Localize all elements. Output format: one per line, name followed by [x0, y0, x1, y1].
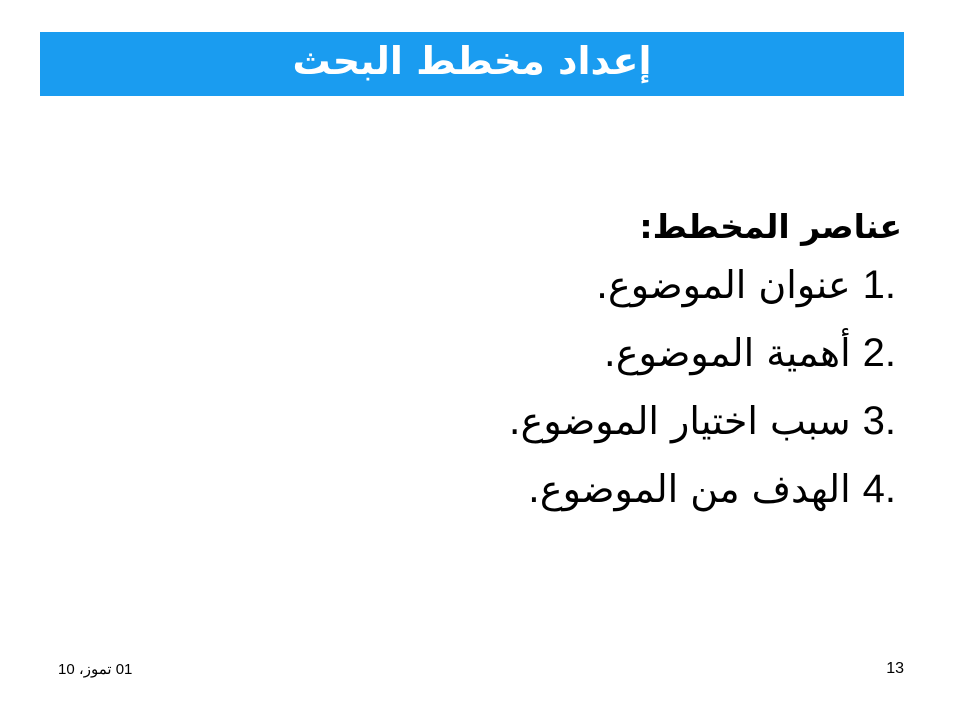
slide-content — [342, 207, 902, 537]
outline-heading: عناصر المخطط: — [639, 207, 902, 246]
item-text: أهمية الموضوع. — [603, 331, 851, 375]
footer-date: 01 تموز، 10 — [58, 661, 133, 678]
page-number: 13 — [886, 660, 904, 677]
item-number: 3. — [862, 399, 896, 443]
list-item — [342, 401, 902, 469]
item-number: 2. — [862, 331, 896, 375]
list-item — [342, 469, 902, 537]
slide-title: إعداد مخطط البحث — [292, 39, 652, 83]
item-text: سبب اختيار الموضوع. — [508, 399, 851, 443]
list-item — [342, 333, 902, 401]
item-number: 1. — [862, 263, 896, 307]
title-bar — [40, 32, 904, 96]
item-text: عنوان الموضوع. — [595, 263, 851, 307]
item-number: 4. — [862, 467, 896, 511]
item-text: الهدف من الموضوع. — [527, 467, 851, 511]
list-item — [342, 265, 902, 333]
outline-list — [342, 265, 902, 537]
